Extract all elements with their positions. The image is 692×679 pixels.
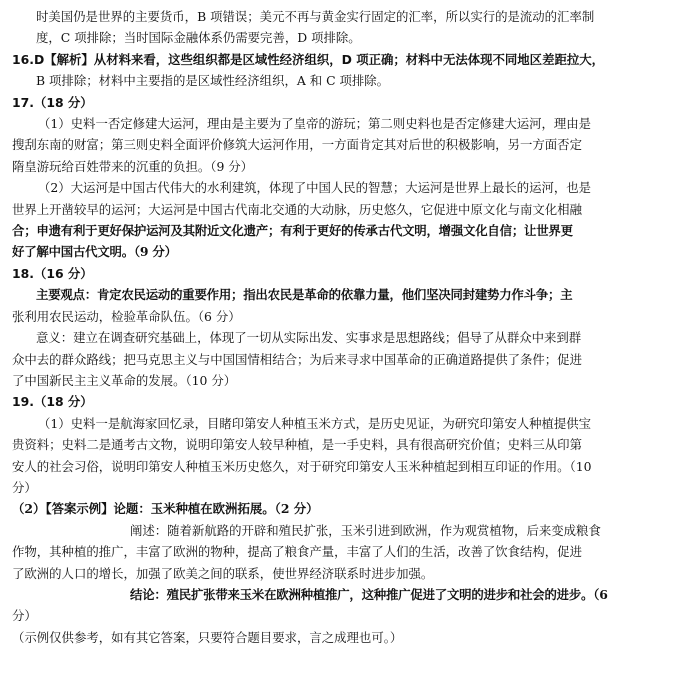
q19-part2-conclusion-line-1: 结论：殖民扩张带来玉米在欧洲种植推广，这种推广促进了文明的进步和社会的进步。（6 [130,586,608,602]
text-line-q15-cont-1: 时美国仍是世界的主要货币，B 项错误；美元不再与黄金实行固定的汇率，所以实行的是流动的汇率制 [36,9,595,24]
q16-answer: 16.D【解析】从材料来看，这些组织都是区域性经济组织，D 项正确；材料中无法体现不同地区差距拉大， [12,51,605,67]
text-line-q15-cont-2: 度，C 项排除；当时国际金融体系仍需要完善，D 项排除。 [36,30,361,46]
q19-heading: 19.（18 分） [12,394,93,410]
q17-part2-line-2: 世界上开凿较早的运河；大运河是中国古代南北交通的大动脉，历史悠久，它促进中原文化与南文化相融 [12,201,582,217]
q17-part1-line-1: （1）史料一否定修建大运河，理由是主要为了皇帝的游玩；第二则史料也是否定修建大运河，理由是 [38,116,592,132]
q17-heading: 17.（18 分） [12,94,93,110]
q17-part2-line-3: 合；申遗有利于更好保护运河及其附近文化遗产；有利于更好的传承古代文明，增强文化自信；让世界更 [12,223,573,239]
q18-significance-line-2: 众中去的群众路线；把马克思主义与中国国情相结合；为后来寻求中国革命的正确道路提供了条件；促进 [12,351,582,367]
q19-part2-elaboration-line-2: 作物，其种植的推广，丰富了欧洲的物种，提高了粮食产量，丰富了人们的生活，改善了饮食结构，促进 [12,544,582,560]
q18-viewpoint-line-2: 张利用农民运动，检验革命队伍。（6 分） [12,308,241,324]
q17-part1-line-2: 搜刮东南的财富；第三则史料全面评价修筑大运河作用，一方面肯定其对后世的积极影响，另一方面否定 [12,137,582,153]
q18-viewpoint-line-1: 主要观点：肯定农民运动的重要作用；指出农民是革命的依靠力量，他们坚决同封建势力作斗争；主 [36,287,573,303]
q18-significance-line-3: 了中国新民主主义革命的发展。（10 分） [12,372,237,388]
q19-part1-line-4: 分） [12,479,37,495]
q19-part1-line-3: 安人的社会习俗，说明印第安人种植玉米历史悠久，对于研究印第安人玉米种植起到相互印证的作用。（10 [12,458,592,474]
footnote: （示例仅供参考，如有其它答案，只要符合题目要求，言之成理也可。） [12,629,403,645]
q19-part2-elaboration-line-3: 了欧洲的人口的增长，加强了欧美之间的联系，使世界经济联系时进步加强。 [12,565,434,581]
q17-part2-line-4: 好了解中国古代文明。（9 分） [12,244,177,260]
q17-part2-line-1: （2）大运河是中国古代伟大的水利建筑，体现了中国人民的智慧；大运河是世界上最长的运河，也是 [38,180,592,196]
q19-part2-conclusion-line-2: 分） [12,608,37,624]
q16-answer-cont: B 项排除；材料中主要指的是区域性经济组织，A 和 C 项排除。 [36,73,390,89]
q18-significance-line-1: 意义：建立在调查研究基础上，体现了一切从实际出发、实事求是思想路线；倡导了从群众中来到群 [36,330,582,346]
q18-heading: 18.（16 分） [12,265,93,281]
q19-part1-line-1: （1）史料一是航海家回忆录，目睹印第安人种植玉米方式，是历史见证，为研究印第安人种植提供宝 [38,415,592,431]
q19-part2-elaboration-line-1: 阐述：随着新航路的开辟和殖民扩张，玉米引进到欧洲，作为观赏植物，后来变成粮食 [130,522,601,538]
q19-part2-topic: （2）【答案示例】论题：玉米种植在欧洲拓展。（2 分） [12,501,319,517]
q19-part1-line-2: 贵资料；史料二是通考古文物，说明印第安人较早种植，是一手史料，具有很高研究价值；史料三从印第 [12,437,582,453]
q17-part1-line-3: 隋皇游玩给百姓带来的沉重的负担。（9 分） [12,158,254,174]
